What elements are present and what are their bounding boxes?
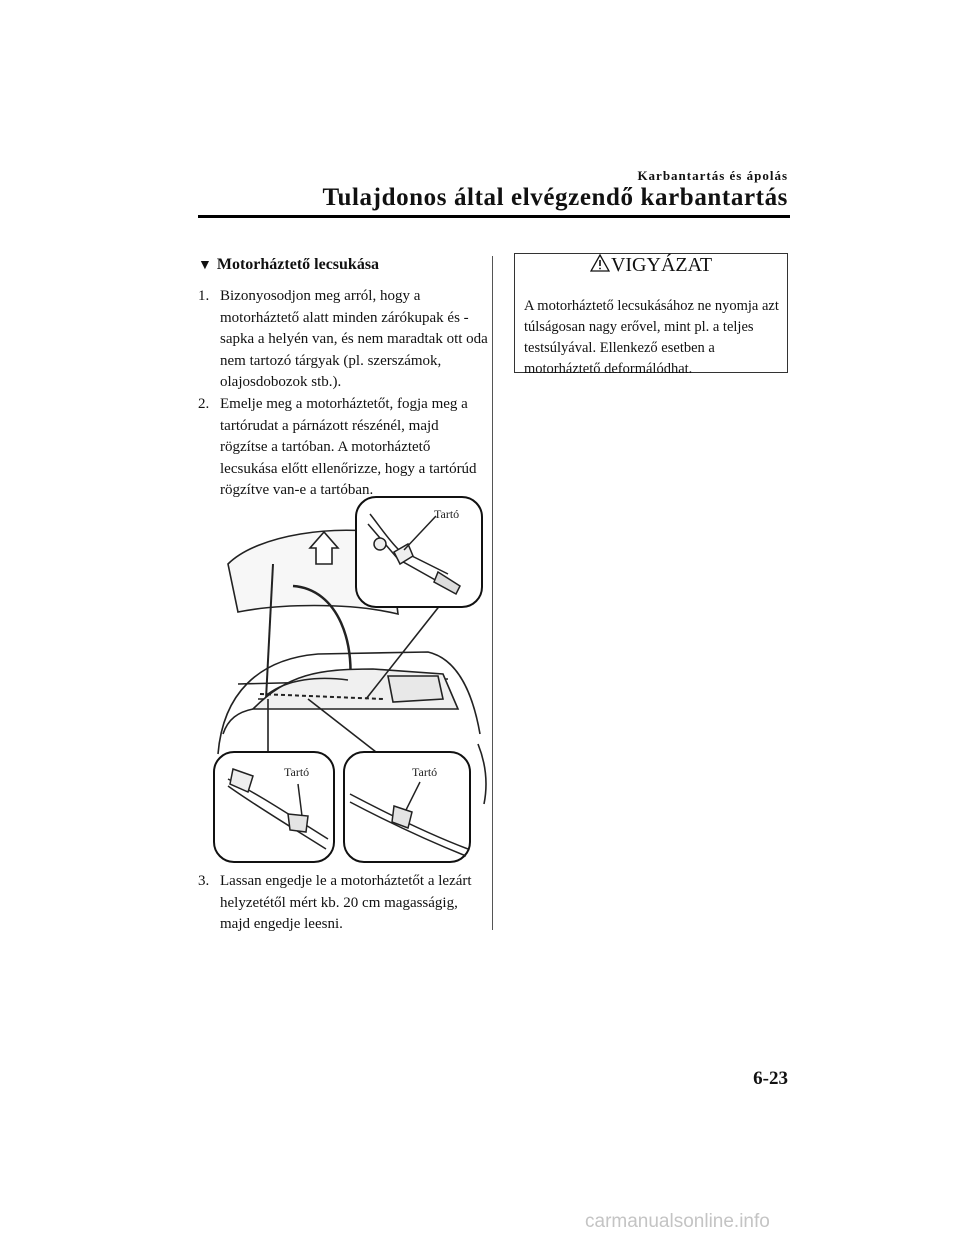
warning-title: VIGYÁZAT <box>610 254 713 276</box>
column-divider <box>492 256 493 930</box>
steps-list-bottom <box>198 871 488 936</box>
warning-triangle-icon <box>590 254 610 272</box>
step-number: 2. <box>198 395 210 412</box>
warning-heading <box>515 254 787 277</box>
step-item <box>198 394 488 502</box>
watermark: carmanualsonline.info <box>585 1211 770 1232</box>
figure-label-bottom-right: Tartó <box>412 765 438 779</box>
step-number: 1. <box>198 288 210 304</box>
section-title: Motorháztető lecsukása <box>216 256 380 273</box>
step-text: Bizonyosodjon meg arról, hogy a motorháztető alatt minden zárókupak és -sapka a helyén van, és nem maradtak ott oda nem tartozó tárgyak (pl. szerszámok, olajosdobozok stb.). <box>220 288 488 391</box>
step-item <box>198 871 488 936</box>
header-rule <box>198 215 790 218</box>
warning-box <box>514 253 788 377</box>
warning-text: A motorháztető lecsukásához ne nyomja azt túlságosan nagy erővel, mint pl. a teljes testsúlyával. Ellenkező esetben a motorháztető deformálódhat. <box>524 298 779 377</box>
header-section-label: Karbantartás és ápolás <box>637 168 788 183</box>
section-heading <box>198 256 379 274</box>
figure-label-top-right: Tartó <box>434 507 460 521</box>
figure-label-bottom-left: Tartó <box>284 765 310 779</box>
step-number: 3. <box>198 873 210 889</box>
step-text: Lassan engedje le a motorháztetőt a lezárt helyzetétől mért kb. 20 cm magasságig, majd engedje leesni. <box>220 873 472 933</box>
down-triangle-icon: ▼ <box>198 258 212 273</box>
header-title: Tulajdonos által elvégzendő karbantartás <box>322 184 788 211</box>
steps-list-top <box>198 286 488 502</box>
page-number: 6-23 <box>753 1068 788 1089</box>
step-item <box>198 286 488 394</box>
hood-support-diagram <box>198 494 490 864</box>
step-text: Emelje meg a motorháztetőt, fogja meg a tartórudat a párnázott részénél, majd rögzítse a tartóban. A motorháztető lecsukása előtt ellenőrizze, hogy a tartórúd rögzítve van-e a tartóban. <box>220 395 477 499</box>
